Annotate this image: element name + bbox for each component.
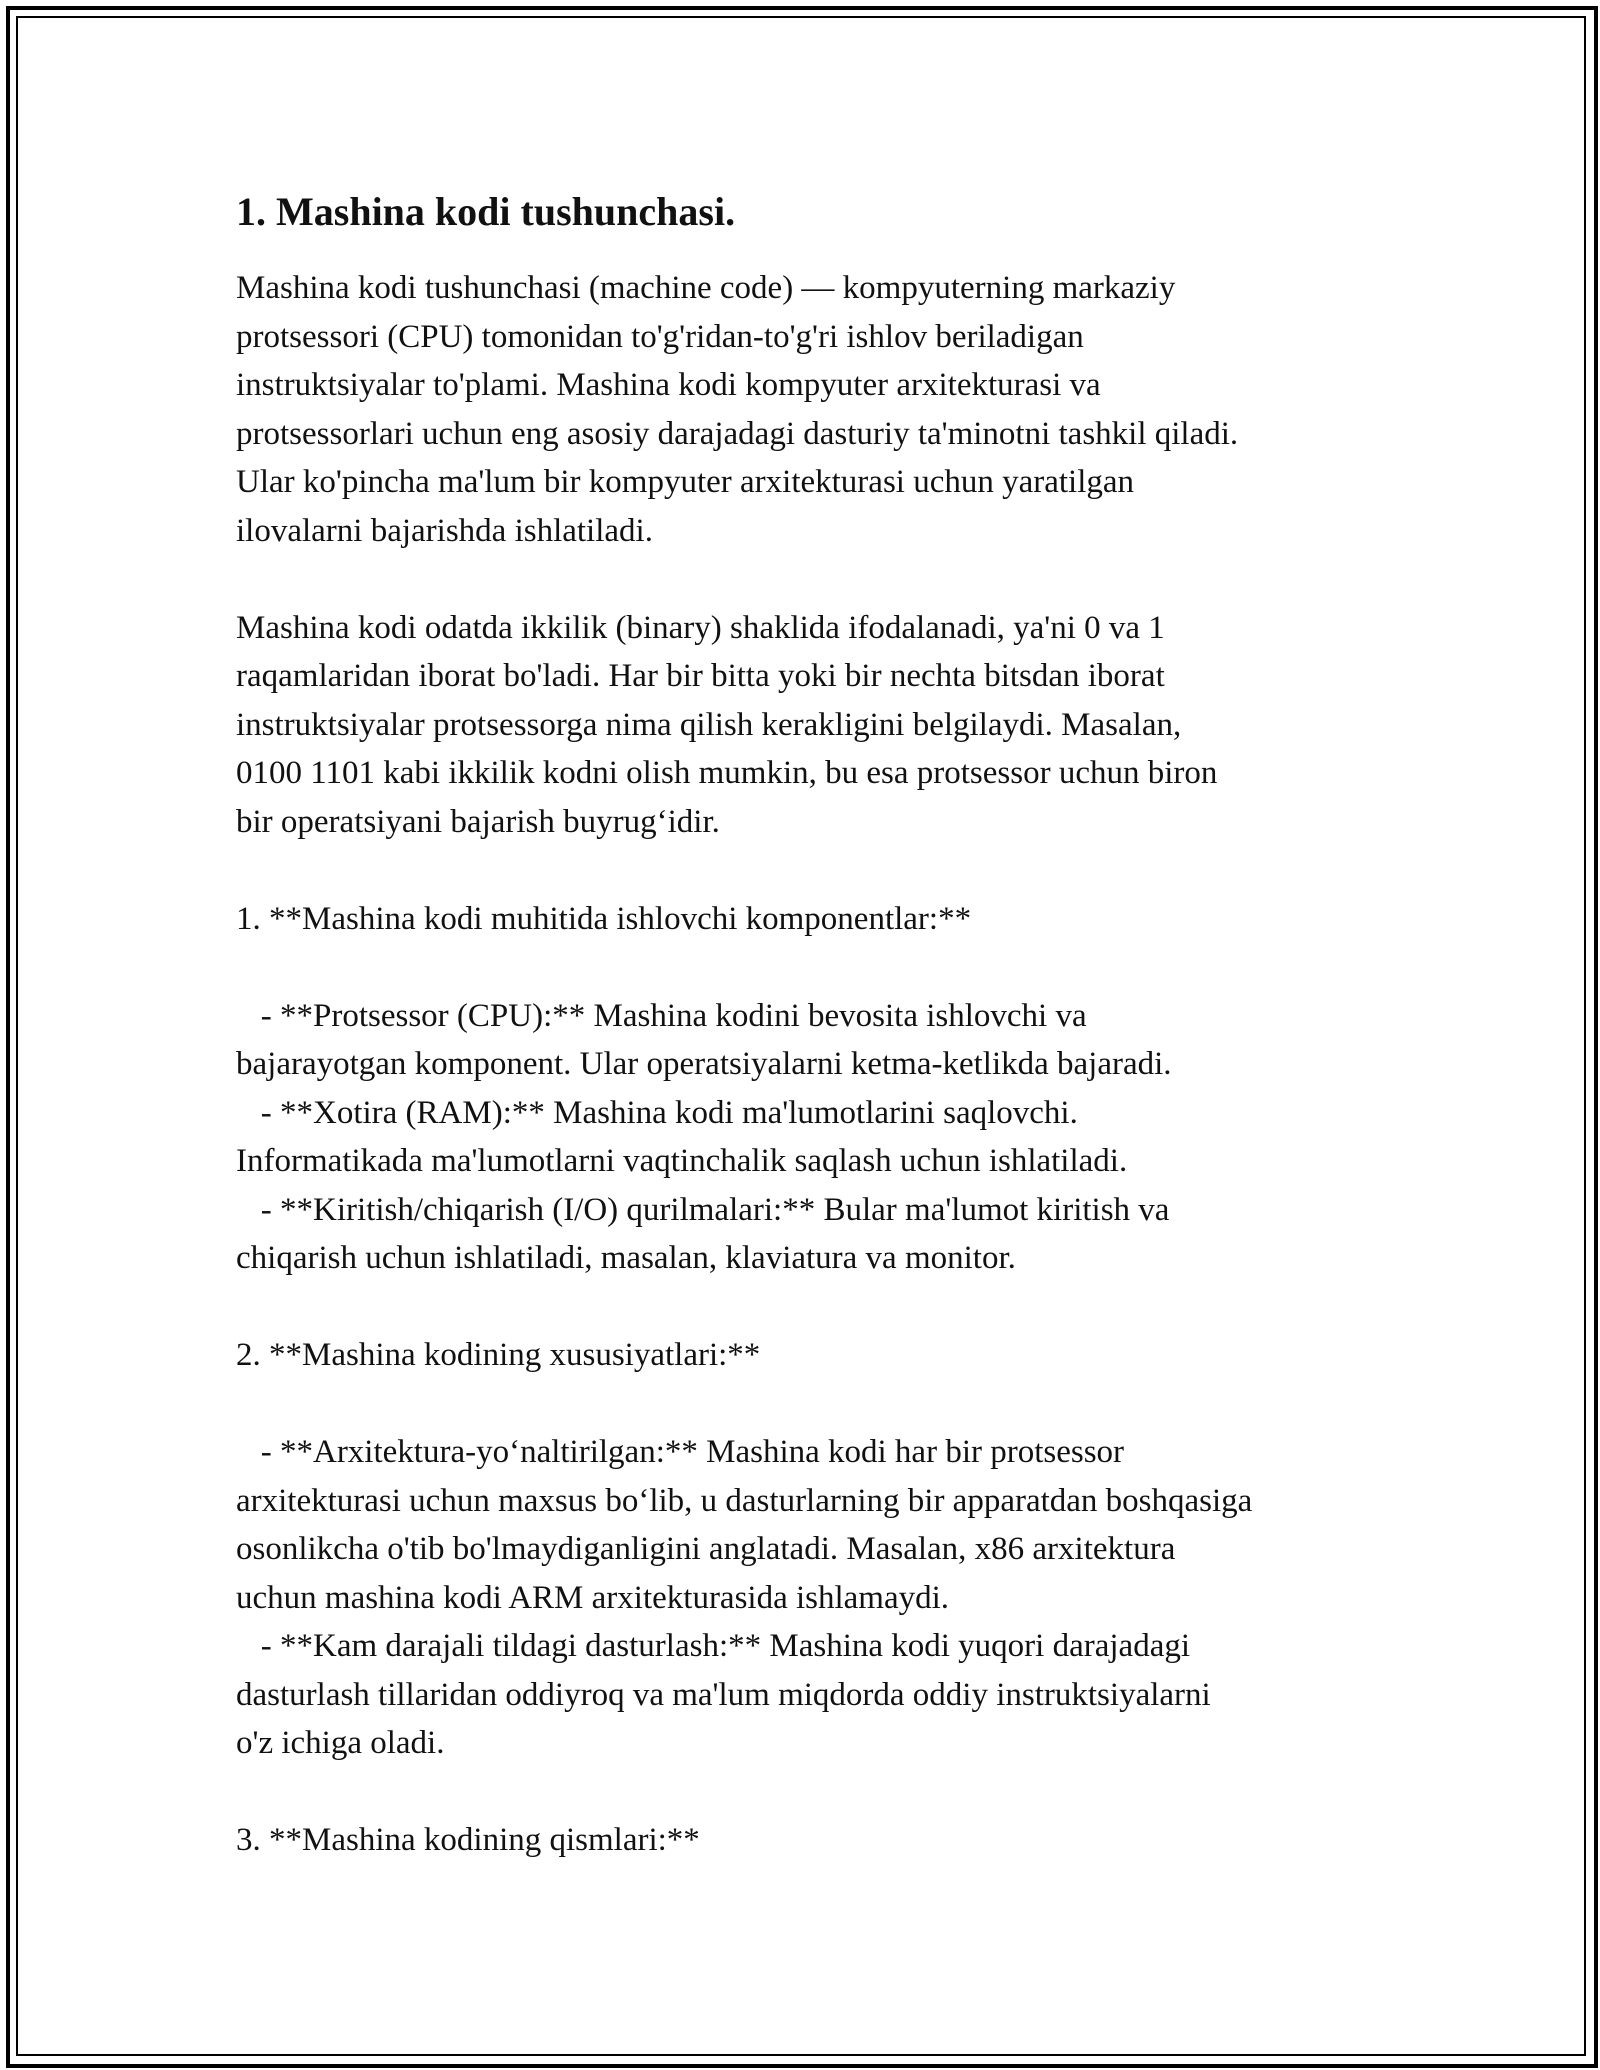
paragraph-gap bbox=[236, 943, 1386, 992]
paragraph-binary: Mashina kodi odatda ikkilik (binary) shaklida ifodalanadi, ya'ni 0 va 1 raqamlaridan iborat bo'ladi. Har bir bitta yoki bir nechta bitsdan iborat instruktsiyalar protsessorga nima qilish kerakligini belgilaydi. Masalan, 0100 1101 kabi ikkilik kodni olish mumkin, bu esa protsessor uchun biron bir operatsiyani bajarish buyrug‘idir. bbox=[236, 609, 1218, 840]
list-heading-features: 2. **Mashina kodining xususiyatlari:** bbox=[236, 1337, 761, 1373]
list-heading-components: 1. **Mashina kodi muhitida ishlovchi komponentlar:** bbox=[236, 900, 972, 937]
paragraph-gap bbox=[236, 1380, 1386, 1429]
section-title: 1. Mashina kodi tushunchasi. bbox=[236, 189, 736, 234]
list-heading-parts: 3. **Mashina kodining qismlari:** bbox=[236, 1822, 700, 1858]
paragraph-gap bbox=[236, 1768, 1386, 1817]
paragraph-intro: Mashina kodi tushunchasi (machine code) — kompyuterning markaziy protsessori (CPU) tomonidan to'g'ridan-to'g'ri ishlov beriladigan instruktsiyalar to'plami. Mashina kodi kompyuter arxitekturasi va protsessorlari uchun eng asosiy darajadagi dasturiy ta'minotni tashkil qiladi. Ular ko'pincha ma'lum bir kompyuter arxitekturasi uchun yaratilgan ilovalarni bajarishda ishlatiladi. bbox=[236, 270, 1239, 549]
paragraph-gap bbox=[236, 555, 1386, 604]
paragraph-gap bbox=[236, 1283, 1386, 1332]
document-body bbox=[236, 184, 1386, 1865]
list-items-components: - **Protsessor (CPU):** Mashina kodini bevosita ishlovchi va bajarayotgan komponent. Ular operatsiyalarni ketma-ketlikda bajaradi. - **Xotira (RAM):** Mashina kodi ma'lumotlarini saqlovchi. Informatikada ma'lumotlarni vaqtinchalik saqlash uchun ishlatiladi. - **Kiritish/chiqarish (I/O) qurilmalari:** Bular ma'lumot kiritish va chiqarish uchun ishlatiladi, masalan, klaviatura va monitor. bbox=[236, 997, 1172, 1276]
list-items-features: - **Arxitektura-yo‘naltirilgan:** Mashina kodi har bir protsessor arxitekturasi uchun maxsus bo‘lib, u dasturlarning bir apparatdan boshqasiga osonlikcha o'tib bo'lmaydiganligini anglatadi. Masalan, x86 arxitektura uchun mashina kodi ARM arxitekturasida ishlamaydi. - **Kam darajali tildagi dasturlash:** Mashina kodi yuqori darajadagi dasturlash tillaridan oddiyroq va ma'lum miqdorda oddiy instruktsiyalarni o'z ichiga oladi. bbox=[236, 1434, 1253, 1761]
paragraph-gap bbox=[236, 846, 1386, 895]
